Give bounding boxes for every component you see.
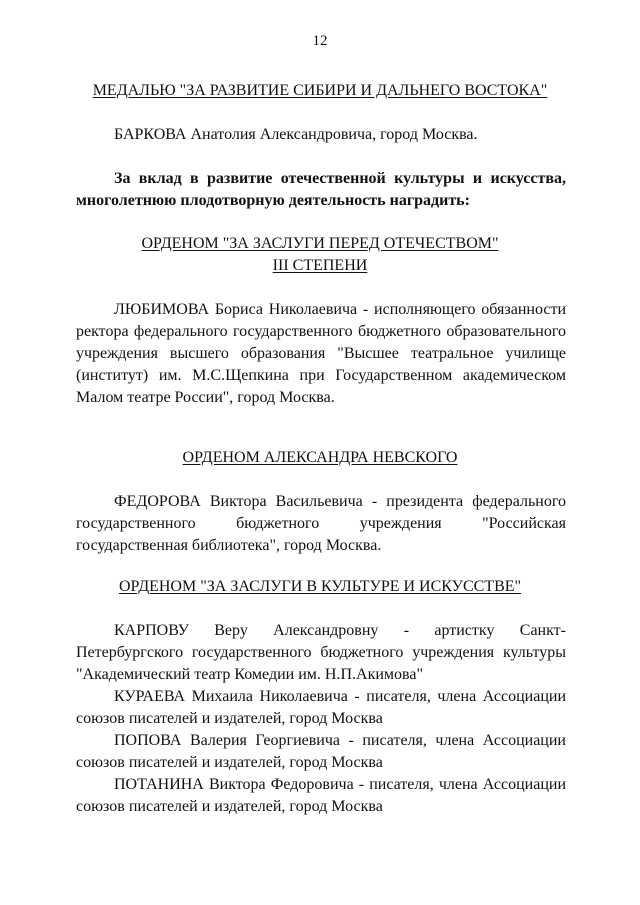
- order-merit-heading-line2: III СТЕПЕНИ: [272, 257, 368, 274]
- culture-recipient: КАРПОВУ Веру Александровну - артистку Санкт-Петербургского государственного бюджетного учреждения культуры "Академический театр Комедии им. Н.П.Акимова": [76, 622, 566, 683]
- medal-recipient: БАРКОВА Анатолия Александровича, город Москва.: [114, 126, 478, 143]
- culture-recipient: КУРАЕВА Михаила Николаевича - писателя, члена Ассоциации союзов писателей и издателей, город Москва: [76, 688, 566, 727]
- nevsky-recipient: ФЕДОРОВА Виктора Васильевича - президента федерального государственного бюджетного учреждения "Российская государственная библиотека", город Москва.: [76, 493, 566, 554]
- medal-heading: МЕДАЛЬЮ "ЗА РАЗВИТИЕ СИБИРИ И ДАЛЬНЕГО ВОСТОКА": [92, 82, 548, 99]
- culture-heading: ОРДЕНОМ "ЗА ЗАСЛУГИ В КУЛЬТУРЕ И ИСКУССТВЕ": [118, 578, 522, 595]
- order-merit-recipient: ЛЮБИМОВА Бориса Николаевича - исполняющего обязанности ректора федерального государственного бюджетного образовательного учреждения высшего образования "Высшее театральное училище (институт) им. М.С.Щепкина при Государственном академическом Малом театре России", город Москва.: [76, 301, 566, 406]
- nevsky-heading: ОРДЕНОМ АЛЕКСАНДРА НЕВСКОГО: [182, 449, 458, 466]
- award-intro: За вклад в развитие отечественной культуры и искусства, многолетнюю плодотворную деятельность наградить:: [76, 170, 566, 209]
- culture-recipient: ПОПОВА Валерия Георгиевича - писателя, члена Ассоциации союзов писателей и издателей, город Москва: [76, 732, 566, 771]
- order-merit-heading-line1: ОРДЕНОМ "ЗА ЗАСЛУГИ ПЕРЕД ОТЕЧЕСТВОМ": [141, 235, 499, 252]
- page-number: 12: [312, 33, 328, 49]
- culture-recipient: ПОТАНИНА Виктора Федоровича - писателя, члена Ассоциации союзов писателей и издателей, город Москва: [76, 776, 566, 815]
